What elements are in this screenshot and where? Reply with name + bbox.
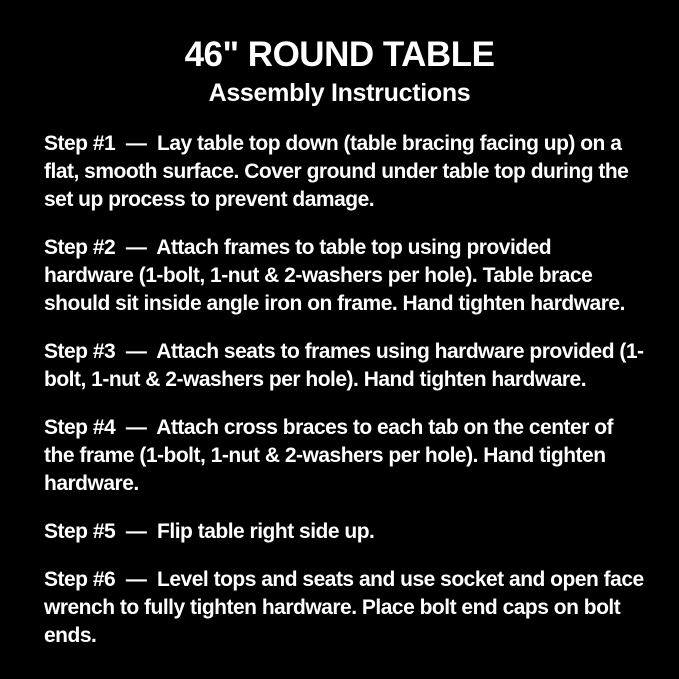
step-paragraph: Step #1 — Lay table top down (table bracing facing up) on a flat, smooth surface. Cover ground under table top during the set up process to prevent damage. bbox=[44, 132, 634, 211]
page-subtitle: Assembly Instructions bbox=[208, 79, 471, 107]
step-paragraph: Step #3 — Attach seats to frames using hardware provided (1-bolt, 1-nut & 2-washers per hole). Hand tighten hardware. bbox=[44, 340, 644, 391]
steps-list bbox=[44, 130, 650, 650]
page-title: 46" ROUND TABLE bbox=[184, 35, 495, 74]
step-paragraph: Step #5 — Flip table right side up. bbox=[44, 520, 375, 543]
step-paragraph: Step #4 — Attach cross braces to each tab on the center of the frame (1-bolt, 1-nut & 2-washers per hole). Hand tighten hardware. bbox=[44, 416, 619, 495]
step-paragraph: Step #2 — Attach frames to table top using provided hardware (1-bolt, 1-nut & 2-washers per hole). Table brace should sit inside angle iron on frame. Hand tighten hardware. bbox=[44, 236, 625, 315]
step-paragraph: Step #6 — Level tops and seats and use socket and open face wrench to fully tighten hardware. Place bolt end caps on bolt ends. bbox=[44, 568, 650, 647]
